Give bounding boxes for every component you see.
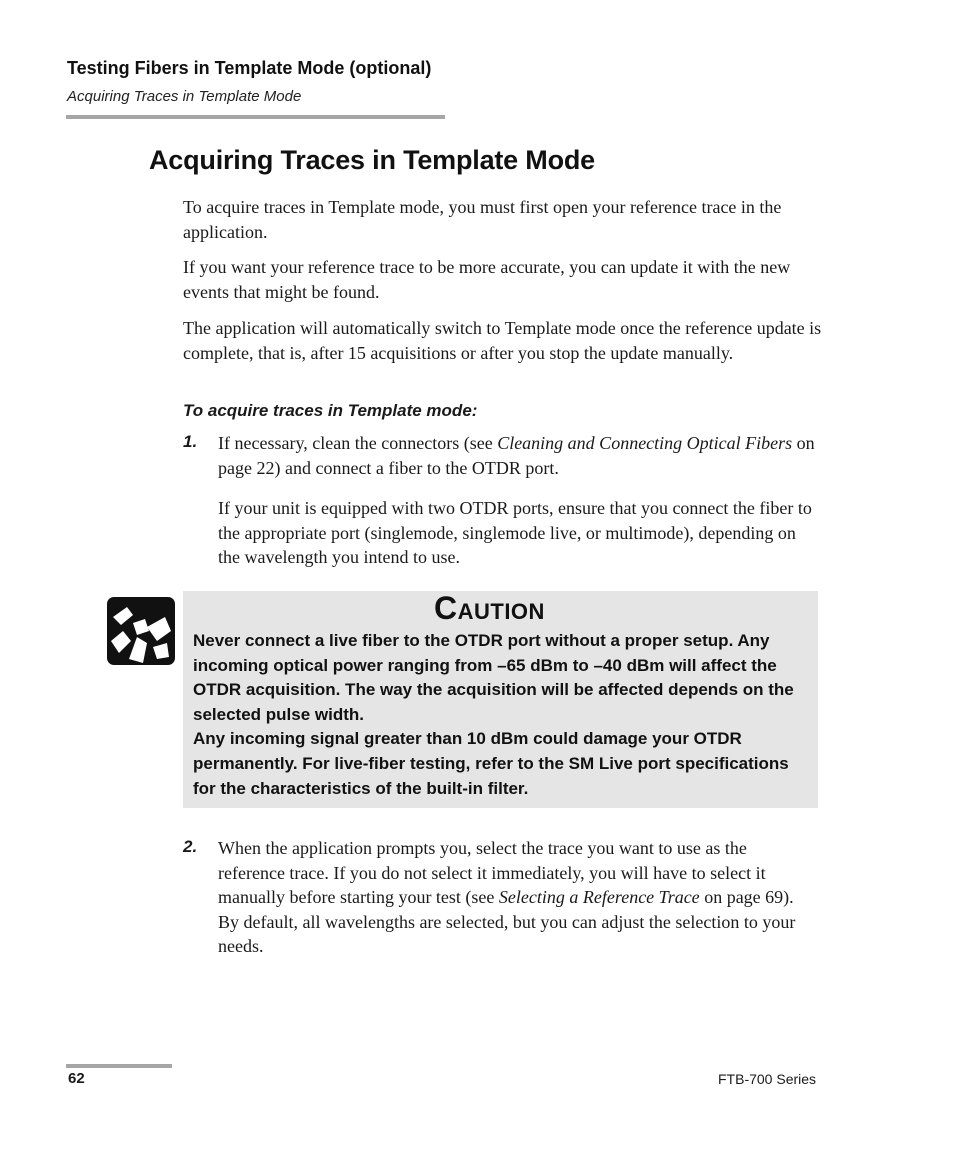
step-2-text bbox=[218, 836, 818, 959]
procedure-title: To acquire traces in Template mode: bbox=[183, 401, 478, 420]
header-divider bbox=[66, 115, 445, 119]
step-1-cross-reference[interactable]: Cleaning and Connecting Optical Fibers bbox=[497, 433, 793, 453]
page-number: 62 bbox=[68, 1070, 85, 1087]
footer-divider bbox=[66, 1064, 172, 1068]
step-2-text-b: on page 69). By default, all wavelengths are selected, but you can adjust the selection to your needs. bbox=[218, 887, 796, 956]
caution-text bbox=[193, 629, 813, 801]
paragraph-accuracy: If you want your reference trace to be more accurate, you can update it with the new events that might be found. bbox=[183, 257, 791, 302]
running-header-subtitle: Acquiring Traces in Template Mode bbox=[67, 88, 302, 105]
step-1-number: 1. bbox=[183, 432, 198, 451]
paragraph-switch: The application will automatically switch to Template mode once the reference update is complete, that is, after 15 acquisitions or after you stop the update manually. bbox=[183, 318, 822, 363]
step-1-text-b: on page 22) and connect a fiber to the OTDR port. bbox=[218, 433, 815, 478]
step-1-note: If your unit is equipped with two OTDR ports, ensure that you connect the fiber to the appropriate port (singlemode, singlemode live, or multimode), depending on the wavelength you intend to use. bbox=[218, 498, 812, 567]
step-2-text-a: When the application prompts you, select the trace you want to use as the reference trace. If you do not select it immediately, you will have to select it manually before starting your test (see bbox=[218, 838, 766, 907]
caution-line-1: Never connect a live fiber to the OTDR port without a proper setup. Any incoming optical power ranging from –65 dBm to –40 dBm will affect the OTDR acquisition. The way the acquisition will be affected depends on the selected pulse width. bbox=[193, 631, 794, 724]
paragraph-intro: To acquire traces in Template mode, you must first open your reference trace in the application. bbox=[183, 197, 782, 242]
caution-hand-icon bbox=[107, 597, 175, 665]
running-header-title: Testing Fibers in Template Mode (optional) bbox=[67, 58, 432, 78]
step-2-number: 2. bbox=[183, 837, 198, 856]
caution-line-2: Any incoming signal greater than 10 dBm could damage your OTDR permanently. For live-fiber testing, refer to the SM Live port specifications for the characteristics of the built-in filter. bbox=[193, 729, 789, 798]
product-series: FTB-700 Series bbox=[718, 1071, 817, 1087]
caution-title: Caution bbox=[434, 590, 545, 626]
page-heading: Acquiring Traces in Template Mode bbox=[149, 145, 595, 175]
step-1-text-a: If necessary, clean the connectors (see bbox=[218, 433, 498, 453]
step-1-text bbox=[218, 431, 818, 480]
step-2-cross-reference[interactable]: Selecting a Reference Trace bbox=[498, 887, 700, 907]
